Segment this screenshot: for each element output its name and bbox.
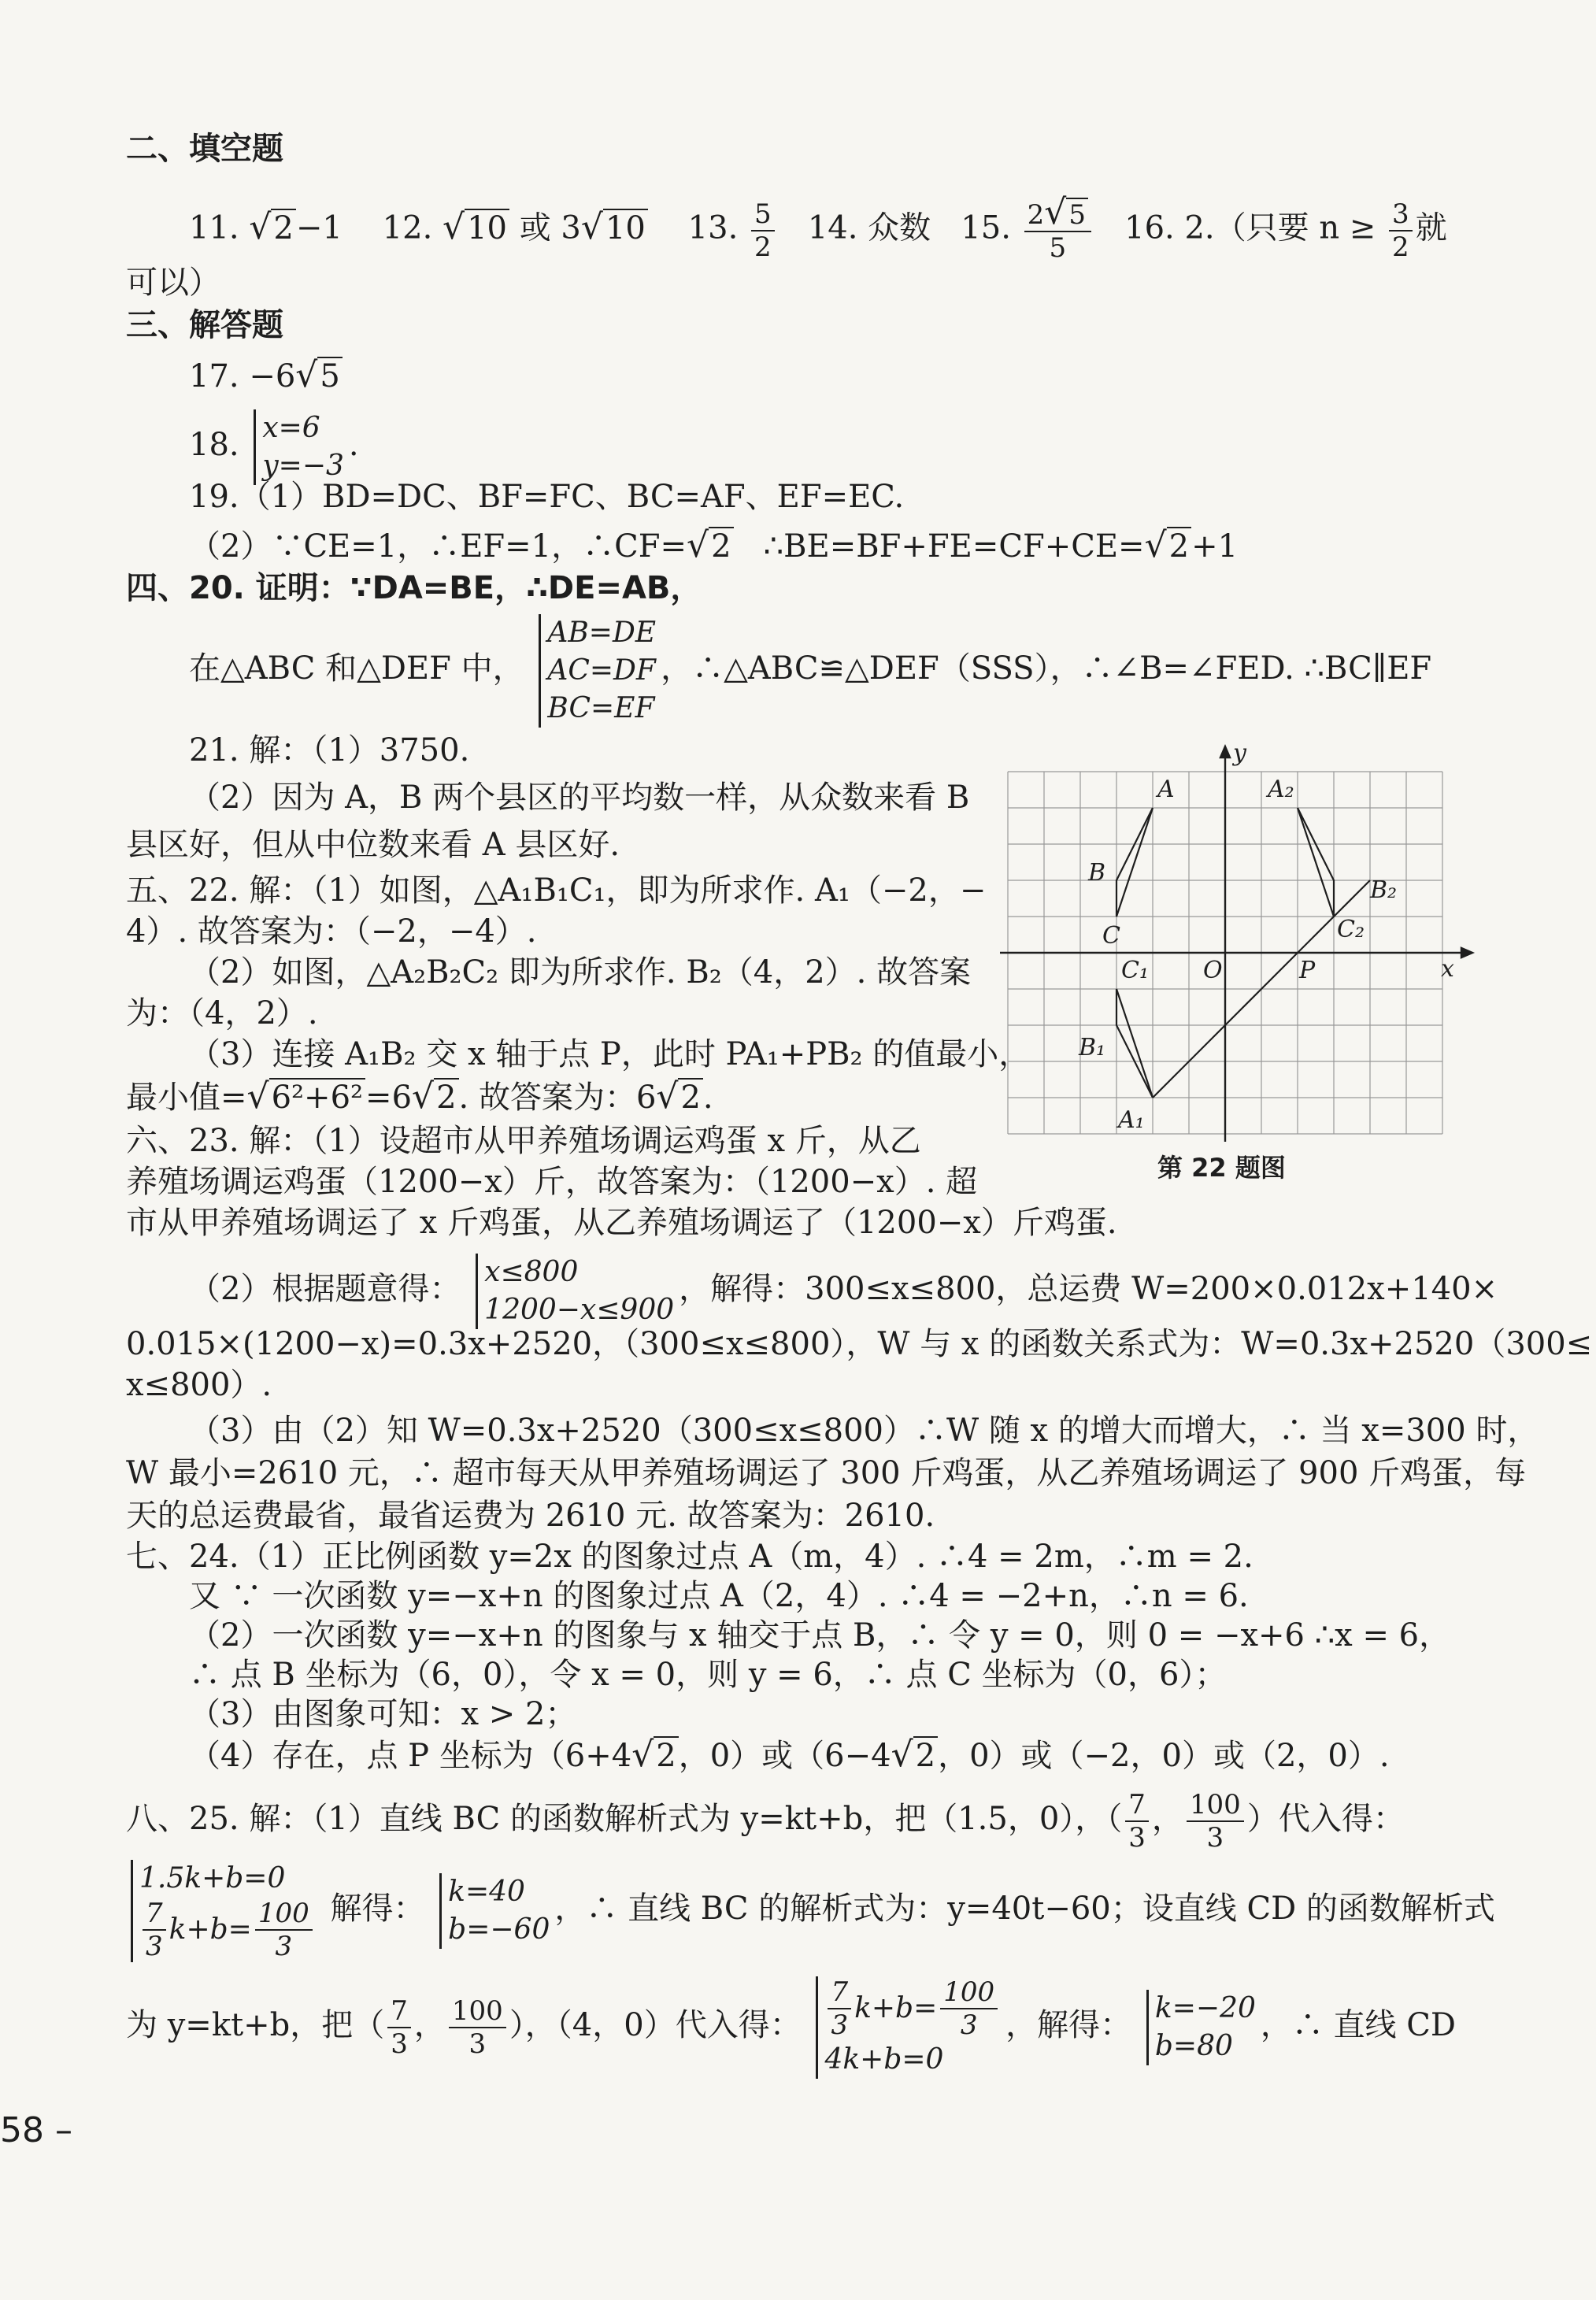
q24-line4: ∴ 点 B 坐标为（6，0），令 x = 0，则 y = 6，∴ 点 C 坐标为（0，6）； bbox=[189, 1657, 1227, 1693]
q22-line2: 4）. 故答案为：（−2，−4）. bbox=[126, 913, 537, 950]
q23-line9: 天的总运费最省，最省运费为 2610 元. 故答案为：2610. bbox=[126, 1498, 935, 1534]
q13-fraction: $\frac{5}{2}$ bbox=[751, 198, 775, 263]
q19-part2: （2）∵CE=1，∴EF=1，∴CF=√2 ∴BE=BF+FE=CF+CE=√2+1 bbox=[189, 525, 1239, 565]
q23-line4: （2）根据题意得： x≤800 1200−x≤900 ，解得：300≤x≤800，总运费 W=200×0.012x+140× bbox=[189, 1254, 1498, 1329]
point-b2-label: B₂ bbox=[1370, 876, 1398, 904]
q20-system: AB=DE AC=DF BC=EF bbox=[539, 614, 656, 728]
q21-line3: 县区好，但从中位数来看 A 县区好. bbox=[126, 827, 620, 863]
q25-system-3: $\frac{7}{3}$ k+b= $\frac{100}{3}$ 4k+b=0 bbox=[816, 1976, 1001, 2079]
fill-answers-line: 11. √2−1 12. √10 或 3√10 13. $\frac{5}{2}$ 14. 众数 15. $\frac{2√5}{5}$ 16. 2.（只要 n ≥ $\frac{3}{2}$ 就 bbox=[189, 192, 1447, 264]
axes bbox=[1000, 746, 1472, 1142]
q19-part1: 19.（1）BD=DC、BF=FC、BC=AF、EF=EC. bbox=[189, 479, 905, 515]
point-b-label: B bbox=[1088, 859, 1106, 887]
q23-line8: W 最小=2610 元，∴ 超市每天从甲养殖场调运了 300 斤鸡蛋，从乙养殖场调运了 900 斤鸡蛋，每 bbox=[126, 1455, 1527, 1491]
q23-line5: 0.015×(1200−x)=0.3x+2520，（300≤x≤800），W 与 x 的函数关系式为：W=0.3x+2520（300≤ bbox=[126, 1326, 1593, 1362]
q11-radical: √2 bbox=[249, 206, 296, 250]
q24-line6: （4）存在，点 P 坐标为（6+4√2，0）或（6−4√2，0）或（−2，0）或（2，0）. bbox=[189, 1735, 1390, 1775]
point-a-label: A bbox=[1157, 776, 1175, 803]
q23-line3: 市从甲养殖场调运了 x 斤鸡蛋，从乙养殖场调运了（1200−x）斤鸡蛋. bbox=[126, 1205, 1117, 1241]
figure-labels bbox=[1078, 740, 1454, 1134]
point-a2-label: A₂ bbox=[1268, 776, 1294, 803]
q13-label: 13. bbox=[687, 209, 739, 246]
point-p-label: P bbox=[1299, 957, 1316, 984]
q22-line6: 最小值=√6²+6²=6√2. 故答案为：6√2. bbox=[126, 1076, 713, 1117]
q23-line2: 养殖场调运鸡蛋（1200−x）斤，故答案为：（1200−x）. 超 bbox=[126, 1164, 978, 1200]
q22-line1: 五、22. 解：（1）如图，△A₁B₁C₁，即为所求作. A₁（−2，− bbox=[126, 872, 987, 909]
point-c1-label: C₁ bbox=[1121, 957, 1149, 984]
page-number: 58 – bbox=[0, 2110, 72, 2150]
heading-fill-blank: 二、填空题 bbox=[126, 131, 283, 167]
q12-radical-2: √10 bbox=[581, 206, 648, 250]
figure-caption: 第 22 题图 bbox=[1157, 1153, 1286, 1183]
q18-answer: 18. x=6 y=−3 . bbox=[189, 409, 359, 485]
q21-line1: 21. 解：（1）3750. bbox=[189, 732, 470, 769]
q24-line2: 又 ∵ 一次函数 y=−x+n 的图象过点 A（2，4）. ∴4 = −2+n，∴n = 6. bbox=[189, 1578, 1249, 1614]
q14-answer: 14. 众数 bbox=[807, 209, 931, 246]
q22-line5: （3）连接 A₁B₂ 交 x 轴于点 P，此时 PA₁+PB₂ 的值最小， bbox=[189, 1036, 1031, 1072]
q23-system: x≤800 1200−x≤900 bbox=[476, 1254, 674, 1329]
q24-line3: （2）一次函数 y=−x+n 的图象与 x 轴交于点 B，∴ 令 y = 0，则 0 = −x+6 ∴x = 6， bbox=[189, 1617, 1451, 1654]
q21-line2: （2）因为 A，B 两个县区的平均数一样，从众数来看 B bbox=[189, 780, 970, 816]
point-a1-label: A₁ bbox=[1118, 1106, 1145, 1134]
triangle-abc bbox=[1116, 808, 1153, 917]
q23-line1: 六、23. 解：（1）设超市从甲养殖场调运鸡蛋 x 斤，从乙 bbox=[126, 1123, 921, 1159]
q11-label: 11. bbox=[189, 209, 239, 246]
q23-line7: （3）由（2）知 W=0.3x+2520（300≤x≤800）∴W 随 x 的增大而增大，∴ 当 x=300 时， bbox=[189, 1413, 1539, 1449]
q16-label: 16. 2.（只要 n ≥ bbox=[1124, 209, 1376, 246]
heading-solve: 三、解答题 bbox=[126, 307, 283, 343]
axis-x-label: x bbox=[1441, 955, 1454, 983]
q25-system-1: 1.5k+b=0 $\frac{7}{3}$ k+b= $\frac{100}{3}$ bbox=[131, 1860, 316, 1962]
q25-line1: 八、25. 解：（1）直线 BC 的函数解析式为 y=kt+b，把（1.5，0），（ $\frac{7}{3}$ ， $\frac{100}{3}$ ）代入得： bbox=[126, 1789, 1405, 1854]
q22-line3: （2）如图，△A₂B₂C₂ 即为所求作. B₂（4，2）. 故答案 bbox=[189, 954, 972, 991]
point-c-label: C bbox=[1102, 922, 1120, 950]
q17-answer: 17. −6√5 bbox=[189, 354, 343, 398]
q24-line5: （3）由图象可知：x > 2； bbox=[189, 1696, 577, 1732]
q25-system-4: k=−20 b=80 bbox=[1146, 1990, 1256, 2065]
q18-system: x=6 y=−3 bbox=[254, 409, 344, 485]
q23-line6: x≤800）. bbox=[126, 1367, 272, 1403]
q12-label: 12. bbox=[382, 209, 433, 246]
q25-system-2: k=40 b=−60 bbox=[439, 1873, 550, 1949]
point-c2-label: C₂ bbox=[1337, 916, 1365, 943]
point-b1-label: B₁ bbox=[1079, 1034, 1106, 1061]
q16-continued: 可以） bbox=[126, 265, 220, 301]
q22-line4: 为：（4，2）. bbox=[126, 995, 318, 1031]
axis-y-label: y bbox=[1233, 740, 1246, 767]
q16-fraction: $\frac{3}{2}$ bbox=[1389, 198, 1413, 263]
q15-label: 15. bbox=[961, 209, 1011, 246]
q24-line1: 七、24.（1）正比例函数 y=2x 的图象过点 A（m，4）. ∴4 = 2m，∴m = 2. bbox=[126, 1539, 1253, 1575]
q25-line2: 1.5k+b=0 $\frac{7}{3}$ k+b= $\frac{100}{3}$ 解得： k=40 b=−60 ，∴ 直线 BC 的解析式为：y=40t−60；设直线 CD 的函数解析式 bbox=[126, 1860, 1495, 1962]
origin-label: O bbox=[1203, 957, 1223, 984]
q22-figure bbox=[1000, 740, 1480, 1142]
q20-head: 四、20. 证明：∵DA=BE，∴DE=AB， bbox=[126, 570, 702, 606]
q12-radical: √10 bbox=[443, 206, 509, 250]
q20-body: 在△ABC 和△DEF 中， AB=DE AC=DF BC=EF ，∴△ABC≌△DEF（SSS），∴∠B=∠FED. ∴BC∥EF bbox=[189, 614, 1431, 728]
q15-fraction: $\frac{2√5}{5}$ bbox=[1024, 197, 1091, 264]
triangle-a1b1c1 bbox=[1116, 989, 1153, 1098]
q25-line3: 为 y=kt+b，把（ $\frac{7}{3}$ ， $\frac{100}{3}$ ），（4，0）代入得： $\frac{7}{3}$ k+b= $\frac{100}{3}$ 4k+b=0 ，解得： k=−20 b=80 ，∴ 直线 CD bbox=[126, 1976, 1456, 2079]
triangle-a2b2c2 bbox=[1298, 808, 1334, 917]
